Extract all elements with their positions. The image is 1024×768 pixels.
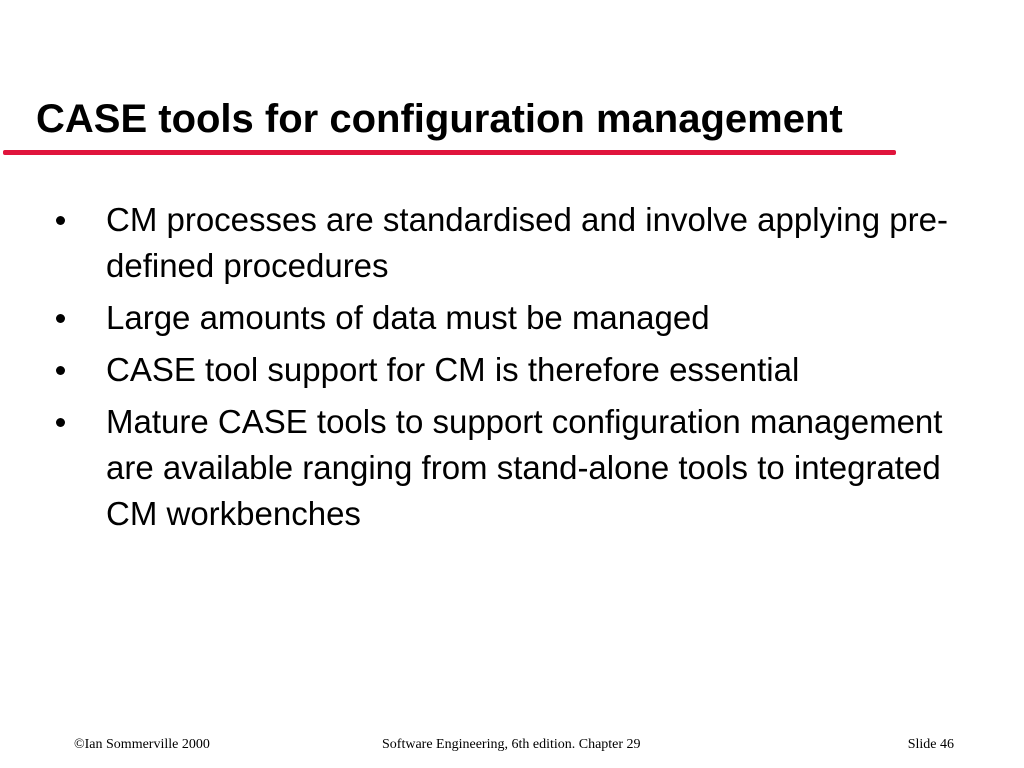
footer-book-title: Software Engineering, 6th edition. Chapter 29: [382, 737, 641, 752]
bullet-dot-icon: [56, 216, 65, 225]
bullet-dot-icon: [56, 366, 65, 375]
bullet-item: [56, 399, 956, 537]
bullet-text: Large amounts of data must be managed: [106, 299, 710, 336]
bullet-text: CM processes are standardised and involve applying pre-defined procedures: [106, 201, 948, 284]
footer-slide-number: Slide 46: [907, 737, 954, 752]
bullet-text: CASE tool support for CM is therefore essential: [106, 351, 800, 388]
title-underline-rule: [3, 150, 896, 155]
bullet-text: Mature CASE tools to support configuration management are available ranging from stand-alone tools to integrated CM workbenches: [106, 403, 943, 532]
bullet-item: [56, 197, 956, 289]
bullet-dot-icon: [56, 418, 65, 427]
footer-copyright: ©Ian Sommerville 2000: [74, 737, 210, 752]
bullet-dot-icon: [56, 314, 65, 323]
slide-title: CASE tools for configuration management: [36, 97, 843, 141]
bullet-item: [56, 347, 956, 393]
bullet-list: [56, 197, 956, 543]
bullet-item: [56, 295, 956, 341]
